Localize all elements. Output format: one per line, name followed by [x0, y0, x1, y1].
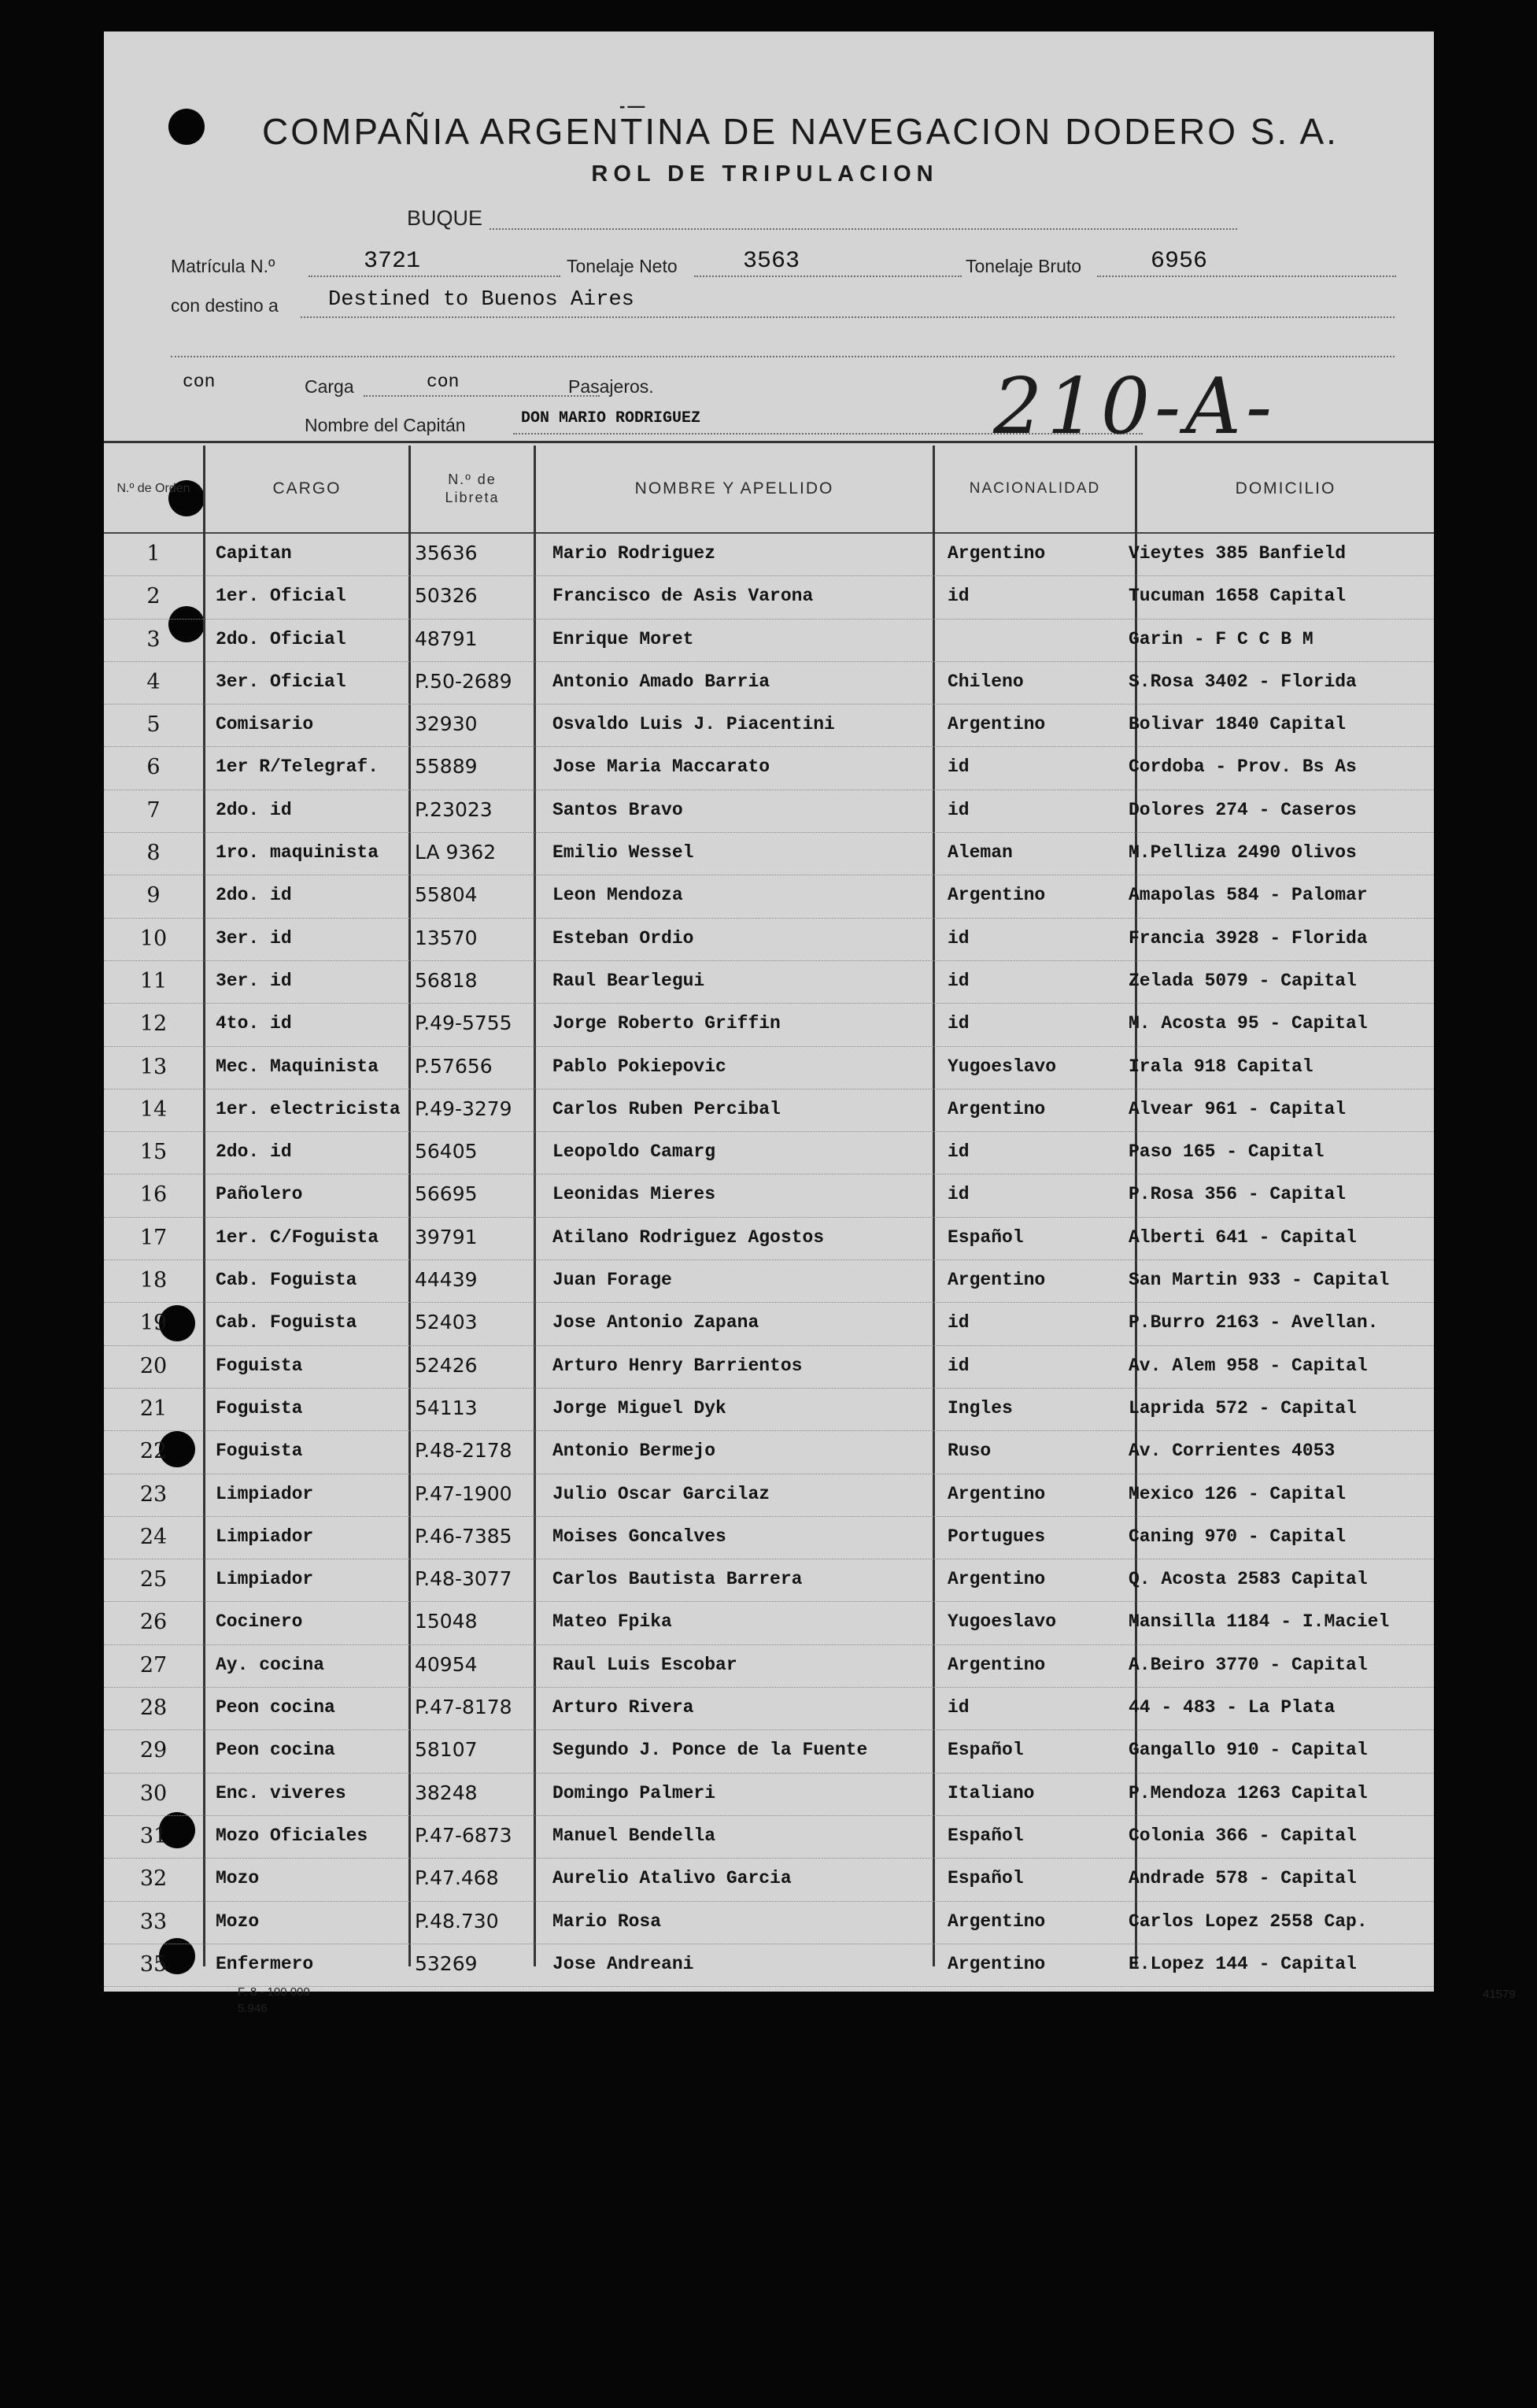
- cell-nacionalidad: Ingles: [948, 1397, 1013, 1419]
- cell-nacionalidad: Portugues: [948, 1526, 1046, 1547]
- cell-domicilio: Carlos Lopez 2558 Cap.: [1129, 1910, 1368, 1932]
- cell-nombre: Mateo Fpika: [552, 1611, 672, 1633]
- cell-num: 28: [139, 1696, 168, 1721]
- cell-cargo: Peon cocina: [216, 1697, 335, 1718]
- cell-num: 7: [146, 797, 161, 823]
- cell-nombre: Mario Rodriguez: [552, 543, 716, 564]
- cell-domicilio: Vieytes 385 Banfield: [1129, 543, 1347, 564]
- form-code-line: 5.946: [238, 2002, 268, 2015]
- cell-num: 19: [139, 1311, 168, 1336]
- matricula-label: Matrícula N.º: [171, 256, 275, 276]
- cell-libreta: 44439: [415, 1268, 478, 1292]
- cell-domicilio: Gangallo 910 - Capital: [1129, 1740, 1368, 1761]
- cell-libreta: 50326: [415, 584, 478, 608]
- tonelaje-bruto-label: Tonelaje Bruto: [966, 256, 1082, 276]
- cell-nombre: Esteban Ordio: [552, 927, 694, 949]
- cell-nacionalidad: Español: [948, 1825, 1024, 1846]
- tonelaje-neto-value: 3563: [743, 248, 800, 275]
- cell-libreta: 13570: [415, 926, 478, 949]
- cell-num: 30: [139, 1781, 168, 1806]
- cell-nacionalidad: Argentino: [948, 1483, 1046, 1504]
- cell-num: 21: [139, 1396, 168, 1421]
- cell-nacionalidad: Español: [948, 1226, 1024, 1248]
- cell-nacionalidad: Aleman: [948, 842, 1013, 864]
- tonelaje-bruto-value: 6956: [1151, 248, 1208, 275]
- table-row: [104, 1816, 1434, 1859]
- cell-nombre: Pablo Pokiepovic: [552, 1056, 726, 1077]
- table-row: [104, 576, 1434, 619]
- cell-libreta: P.50-2689: [415, 669, 512, 693]
- cell-libreta: P.47-6873: [415, 1823, 512, 1847]
- cell-nacionalidad: id: [948, 1697, 970, 1718]
- cell-cargo: Limpiador: [216, 1569, 314, 1590]
- cell-num: 5: [146, 712, 161, 738]
- cell-nombre: Julio Oscar Garcilaz: [552, 1483, 770, 1504]
- cell-domicilio: Cordoba - Prov. Bs As: [1129, 756, 1357, 778]
- cell-nombre: Aurelio Atalivo Garcia: [552, 1868, 792, 1889]
- cell-cargo: Mozo: [216, 1910, 260, 1932]
- cell-nacionalidad: Argentino: [948, 1098, 1046, 1119]
- cell-domicilio: San Martin 933 - Capital: [1129, 1270, 1390, 1291]
- con-value-1: con: [183, 372, 216, 392]
- cell-num: 32: [139, 1866, 168, 1892]
- cell-cargo: Foguista: [216, 1355, 303, 1376]
- form-code: [238, 1984, 310, 2017]
- cell-nombre: Leon Mendoza: [552, 885, 683, 906]
- cell-libreta: 38248: [415, 1781, 478, 1804]
- cell-libreta: P.57656: [415, 1054, 493, 1078]
- cell-libreta: P.48-2178: [415, 1439, 512, 1463]
- cell-cargo: Capitan: [216, 543, 292, 564]
- cell-domicilio: Irala 918 Capital: [1129, 1056, 1313, 1077]
- cell-cargo: 2do. Oficial: [216, 628, 346, 649]
- cell-libreta: 32930: [415, 712, 478, 736]
- table-row: [104, 833, 1434, 875]
- cell-nombre: Carlos Ruben Percibal: [552, 1098, 781, 1119]
- cell-nombre: Mario Rosa: [552, 1910, 662, 1932]
- tonelaje-neto-line: [694, 276, 962, 277]
- document-sheet: [104, 31, 1516, 2015]
- table-row: [104, 1859, 1434, 1901]
- cell-nacionalidad: id: [948, 1013, 970, 1034]
- tonelaje-bruto-line: [1097, 276, 1396, 277]
- cell-nacionalidad: Argentino: [948, 1654, 1046, 1675]
- cell-libreta: P.48-3077: [415, 1567, 512, 1591]
- cell-nombre: Domingo Palmeri: [552, 1782, 716, 1803]
- cell-cargo: 2do. id: [216, 1141, 292, 1163]
- cell-libreta: 55804: [415, 883, 478, 907]
- table-row: [104, 875, 1434, 918]
- header-nacionalidad: NACIONALIDAD: [969, 479, 1101, 497]
- cell-num: 29: [139, 1738, 168, 1763]
- cell-libreta: 40954: [415, 1652, 478, 1676]
- header-num: N.º de Orden: [116, 481, 190, 495]
- cell-nacionalidad: id: [948, 970, 970, 991]
- matricula-line: [309, 276, 560, 277]
- company-name: COMPAÑIA ARGENTINA DE NAVEGACION DODERO S. A.: [262, 111, 1339, 152]
- cell-libreta: 55889: [415, 755, 478, 779]
- table-row: [104, 1645, 1434, 1688]
- table-row: [104, 1474, 1434, 1517]
- cell-libreta: 52426: [415, 1353, 478, 1377]
- table-row: [104, 1346, 1434, 1389]
- cell-nacionalidad: id: [948, 1355, 970, 1376]
- table-row: [104, 1559, 1434, 1602]
- cell-libreta: P.47-1900: [415, 1481, 512, 1505]
- table-row: [104, 1303, 1434, 1345]
- cell-nombre: Antonio Amado Barria: [552, 671, 770, 692]
- table-row: [104, 620, 1434, 662]
- cell-domicilio: Colonia 366 - Capital: [1129, 1825, 1357, 1846]
- cell-domicilio: A.Beiro 3770 - Capital: [1129, 1654, 1368, 1675]
- table-row: [104, 1004, 1434, 1046]
- cell-cargo: Mec. Maquinista: [216, 1056, 379, 1077]
- cell-cargo: 1ro. maquinista: [216, 842, 379, 864]
- table-row: [104, 705, 1434, 747]
- cell-domicilio: Alvear 961 - Capital: [1129, 1098, 1347, 1119]
- cell-cargo: 2do. id: [216, 885, 292, 906]
- cell-libreta: 56818: [415, 968, 478, 992]
- cell-num: 22: [139, 1439, 168, 1464]
- carga-line: [364, 395, 600, 397]
- cell-domicilio: Tucuman 1658 Capital: [1129, 586, 1347, 607]
- cell-cargo: Peon cocina: [216, 1740, 335, 1761]
- cell-cargo: Enfermero: [216, 1953, 314, 1974]
- cell-domicilio: S.Rosa 3402 - Florida: [1129, 671, 1357, 692]
- header-cargo: CARGO: [272, 479, 342, 498]
- cell-nacionalidad: Español: [948, 1868, 1024, 1889]
- cell-nombre: Carlos Bautista Barrera: [552, 1569, 803, 1590]
- cell-nombre: Emilio Wessel: [552, 842, 694, 864]
- cell-cargo: 4to. id: [216, 1013, 292, 1034]
- cell-domicilio: Mexico 126 - Capital: [1129, 1483, 1347, 1504]
- table-row: [104, 790, 1434, 833]
- cell-nombre: Juan Forage: [552, 1270, 672, 1291]
- destino-value: Destined to Buenos Aires: [328, 288, 634, 312]
- cell-nombre: Arturo Henry Barrientos: [552, 1355, 803, 1376]
- cell-num: 16: [139, 1182, 168, 1208]
- table-row: [104, 662, 1434, 705]
- cell-nombre: Santos Bravo: [552, 799, 683, 820]
- cell-nombre: Jorge Miguel Dyk: [552, 1397, 726, 1419]
- cell-nombre: Jose Maria Maccarato: [552, 756, 770, 778]
- cell-cargo: 1er R/Telegraf.: [216, 756, 379, 778]
- cell-nacionalidad: Yugoeslavo: [948, 1611, 1057, 1633]
- cell-domicilio: M. Acosta 95 - Capital: [1129, 1013, 1368, 1034]
- cell-cargo: 3er. id: [216, 927, 292, 949]
- cell-nombre: Antonio Bermejo: [552, 1441, 716, 1462]
- table-row: [104, 1730, 1434, 1773]
- capitan-label: Nombre del Capitán: [305, 415, 466, 435]
- cell-domicilio: Paso 165 - Capital: [1129, 1141, 1325, 1163]
- document-title: ROL DE TRIPULACION: [591, 161, 939, 187]
- cell-num: 11: [139, 968, 168, 993]
- cell-domicilio: Mansilla 1184 - I.Maciel: [1129, 1611, 1390, 1633]
- cell-libreta: 15048: [415, 1610, 478, 1633]
- cell-cargo: Comisario: [216, 714, 314, 735]
- cell-nombre: Leonidas Mieres: [552, 1184, 716, 1205]
- cell-cargo: 3er. id: [216, 970, 292, 991]
- cell-num: 10: [139, 926, 168, 951]
- cell-cargo: Mozo: [216, 1868, 260, 1889]
- destino-label: con destino a: [171, 295, 279, 316]
- cell-libreta: 48791: [415, 627, 478, 650]
- table-row: [104, 1132, 1434, 1174]
- cell-num: 35: [139, 1951, 168, 1977]
- cell-cargo: Ay. cocina: [216, 1654, 325, 1675]
- cell-nombre: Francisco de Asis Varona: [552, 586, 814, 607]
- cell-domicilio: Andrade 578 - Capital: [1129, 1868, 1357, 1889]
- cell-libreta: P.49-3279: [415, 1097, 512, 1120]
- cell-nacionalidad: id: [948, 586, 970, 607]
- cell-num: 33: [139, 1909, 168, 1934]
- cell-num: 20: [139, 1353, 168, 1378]
- cell-cargo: Foguista: [216, 1397, 303, 1419]
- cell-num: 27: [139, 1652, 168, 1677]
- cell-domicilio: Av. Corrientes 4053: [1129, 1441, 1336, 1462]
- table-row: [104, 1902, 1434, 1944]
- cell-libreta: LA 9362: [415, 841, 497, 864]
- cell-cargo: Limpiador: [216, 1483, 314, 1504]
- pasajeros-label: Pasajeros.: [568, 376, 654, 397]
- cell-nacionalidad: Argentino: [948, 543, 1046, 564]
- buque-label: BUQUE: [407, 206, 483, 230]
- cell-domicilio: Av. Alem 958 - Capital: [1129, 1355, 1368, 1376]
- cell-nacionalidad: Chileno: [948, 671, 1024, 692]
- table-row: [104, 1047, 1434, 1089]
- table-row: [104, 1431, 1434, 1474]
- cell-nombre: Jorge Roberto Griffin: [552, 1013, 781, 1034]
- table-row: [104, 1602, 1434, 1644]
- cell-nombre: Jose Antonio Zapana: [552, 1312, 759, 1333]
- cell-num: 14: [139, 1097, 168, 1122]
- table-row: [104, 1260, 1434, 1303]
- cell-libreta: 58107: [415, 1738, 478, 1762]
- cell-libreta: 35636: [415, 542, 478, 564]
- cell-nacionalidad: Ruso: [948, 1441, 992, 1462]
- crew-table-body: [104, 534, 1434, 1987]
- buque-line: [490, 228, 1237, 230]
- cell-nombre: Raul Luis Escobar: [552, 1654, 737, 1675]
- cell-num: 13: [139, 1054, 168, 1079]
- table-row: [104, 534, 1434, 576]
- cell-nacionalidad: Argentino: [948, 1569, 1046, 1590]
- cell-nombre: Moises Goncalves: [552, 1526, 726, 1547]
- cell-nombre: Segundo J. Ponce de la Fuente: [552, 1740, 868, 1761]
- cell-num: 12: [139, 1012, 168, 1037]
- cell-nombre: Raul Bearlegui: [552, 970, 705, 991]
- cell-domicilio: P.Burro 2163 - Avellan.: [1129, 1312, 1379, 1333]
- cell-nacionalidad: Argentino: [948, 1910, 1046, 1932]
- cell-libreta: 53269: [415, 1951, 478, 1975]
- cell-cargo: Foguista: [216, 1441, 303, 1462]
- cell-num: 6: [146, 755, 161, 780]
- cell-cargo: Limpiador: [216, 1526, 314, 1547]
- cell-libreta: P.47.468: [415, 1866, 499, 1890]
- cell-num: 17: [139, 1225, 168, 1250]
- handwritten-note: 210-A-: [993, 362, 1277, 452]
- cell-nacionalidad: Yugoeslavo: [948, 1056, 1057, 1077]
- cell-nacionalidad: id: [948, 1312, 970, 1333]
- table-row: [104, 1517, 1434, 1559]
- cell-num: 26: [139, 1610, 168, 1635]
- cell-num: 9: [146, 883, 161, 908]
- con-value-2: con: [427, 372, 460, 392]
- cell-num: 31: [139, 1823, 168, 1848]
- table-top-rule: [104, 441, 1434, 443]
- cell-domicilio: Amapolas 584 - Palomar: [1129, 885, 1368, 906]
- cell-nombre: Atilano Rodriguez Agostos: [552, 1226, 825, 1248]
- cell-nombre: Jose Andreani: [552, 1953, 694, 1974]
- cell-cargo: 1er. electricista: [216, 1098, 401, 1119]
- carga-label: Carga: [305, 376, 354, 397]
- header-domicilio: DOMICILIO: [1235, 479, 1336, 498]
- cell-libreta: 56695: [415, 1182, 478, 1206]
- cell-cargo: 3er. Oficial: [216, 671, 346, 692]
- cell-nombre: Osvaldo Luis J. Piacentini: [552, 714, 835, 735]
- form-code-line: F. 8 - 100 000: [238, 1985, 310, 1999]
- cell-cargo: Mozo Oficiales: [216, 1825, 368, 1846]
- cell-libreta: P.47-8178: [415, 1696, 512, 1719]
- cell-num: 3: [146, 627, 161, 652]
- cell-domicilio: P.Rosa 356 - Capital: [1129, 1184, 1347, 1205]
- cell-num: 8: [146, 841, 161, 866]
- cell-libreta: 54113: [415, 1396, 478, 1419]
- destino-line: [301, 316, 1395, 318]
- cell-nacionalidad: Español: [948, 1740, 1024, 1761]
- cell-domicilio: Caning 970 - Capital: [1129, 1526, 1347, 1547]
- cell-domicilio: 44 - 483 - La Plata: [1129, 1697, 1336, 1718]
- cell-nombre: Enrique Moret: [552, 628, 694, 649]
- cell-domicilio: P.Mendoza 1263 Capital: [1129, 1782, 1368, 1803]
- cell-num: 4: [146, 669, 161, 694]
- cell-libreta: P.46-7385: [415, 1524, 512, 1548]
- cell-cargo: Enc. viveres: [216, 1782, 346, 1803]
- cell-cargo: Cab. Foguista: [216, 1312, 357, 1333]
- header-libreta: N.º de Libreta: [445, 471, 500, 505]
- table-row: [104, 1089, 1434, 1132]
- matricula-value: 3721: [364, 248, 421, 275]
- cell-nombre: Arturo Rivera: [552, 1697, 694, 1718]
- cell-nacionalidad: Argentino: [948, 1953, 1046, 1974]
- document-number: 41579: [1483, 1988, 1516, 2001]
- cell-domicilio: Zelada 5079 - Capital: [1129, 970, 1357, 991]
- cell-nacionalidad: id: [948, 1141, 970, 1163]
- table-row: [104, 1174, 1434, 1217]
- cell-num: 18: [139, 1268, 168, 1293]
- top-mark: -—: [619, 96, 648, 116]
- table-row: [104, 1944, 1434, 1987]
- table-row: [104, 1218, 1434, 1260]
- table-row: [104, 747, 1434, 790]
- table-row: [104, 919, 1434, 961]
- cell-nacionalidad: Italiano: [948, 1782, 1035, 1803]
- cell-num: 23: [139, 1481, 168, 1507]
- cell-nombre: Leopoldo Camarg: [552, 1141, 716, 1163]
- cell-cargo: Cab. Foguista: [216, 1270, 357, 1291]
- cell-libreta: P.49-5755: [415, 1012, 512, 1035]
- cell-domicilio: Francia 3928 - Florida: [1129, 927, 1368, 949]
- cell-num: 15: [139, 1140, 168, 1165]
- cell-cargo: Cocinero: [216, 1611, 303, 1633]
- cell-num: 25: [139, 1567, 168, 1592]
- punch-hole: [168, 109, 205, 145]
- cell-domicilio: Garin - F C C B M: [1129, 628, 1313, 649]
- cell-nacionalidad: id: [948, 927, 970, 949]
- cell-domicilio: M.Pelliza 2490 Olivos: [1129, 842, 1357, 864]
- blank-line: [171, 356, 1395, 357]
- cell-nacionalidad: id: [948, 756, 970, 778]
- cell-nacionalidad: Argentino: [948, 714, 1046, 735]
- cell-cargo: 2do. id: [216, 799, 292, 820]
- table-row: [104, 961, 1434, 1004]
- cell-cargo: 1er. Oficial: [216, 586, 346, 607]
- cell-domicilio: E.Lopez 144 - Capital: [1129, 1953, 1357, 1974]
- header-nombre: NOMBRE Y APELLIDO: [634, 479, 834, 498]
- cell-libreta: 52403: [415, 1311, 478, 1334]
- cell-cargo: Pañolero: [216, 1184, 303, 1205]
- cell-libreta: P.23023: [415, 797, 493, 821]
- cell-domicilio: Q. Acosta 2583 Capital: [1129, 1569, 1368, 1590]
- cell-nacionalidad: id: [948, 1184, 970, 1205]
- table-row: [104, 1688, 1434, 1730]
- cell-nacionalidad: Argentino: [948, 885, 1046, 906]
- cell-num: 1: [146, 542, 161, 566]
- cell-nacionalidad: id: [948, 799, 970, 820]
- cell-domicilio: Laprida 572 - Capital: [1129, 1397, 1357, 1419]
- cell-num: 24: [139, 1524, 168, 1549]
- cell-nombre: Manuel Bendella: [552, 1825, 716, 1846]
- capitan-value: DON MARIO RODRIGUEZ: [521, 409, 701, 427]
- cell-libreta: 39791: [415, 1225, 478, 1248]
- cell-cargo: 1er. C/Foguista: [216, 1226, 379, 1248]
- table-row: [104, 1774, 1434, 1816]
- tonelaje-neto-label: Tonelaje Neto: [567, 256, 678, 276]
- cell-domicilio: Bolivar 1840 Capital: [1129, 714, 1347, 735]
- table-row: [104, 1389, 1434, 1431]
- cell-nacionalidad: Argentino: [948, 1270, 1046, 1291]
- cell-num: 2: [146, 584, 161, 609]
- cell-libreta: 56405: [415, 1140, 478, 1163]
- cell-domicilio: Dolores 274 - Caseros: [1129, 799, 1357, 820]
- cell-domicilio: Alberti 641 - Capital: [1129, 1226, 1357, 1248]
- cell-libreta: P.48.730: [415, 1909, 499, 1933]
